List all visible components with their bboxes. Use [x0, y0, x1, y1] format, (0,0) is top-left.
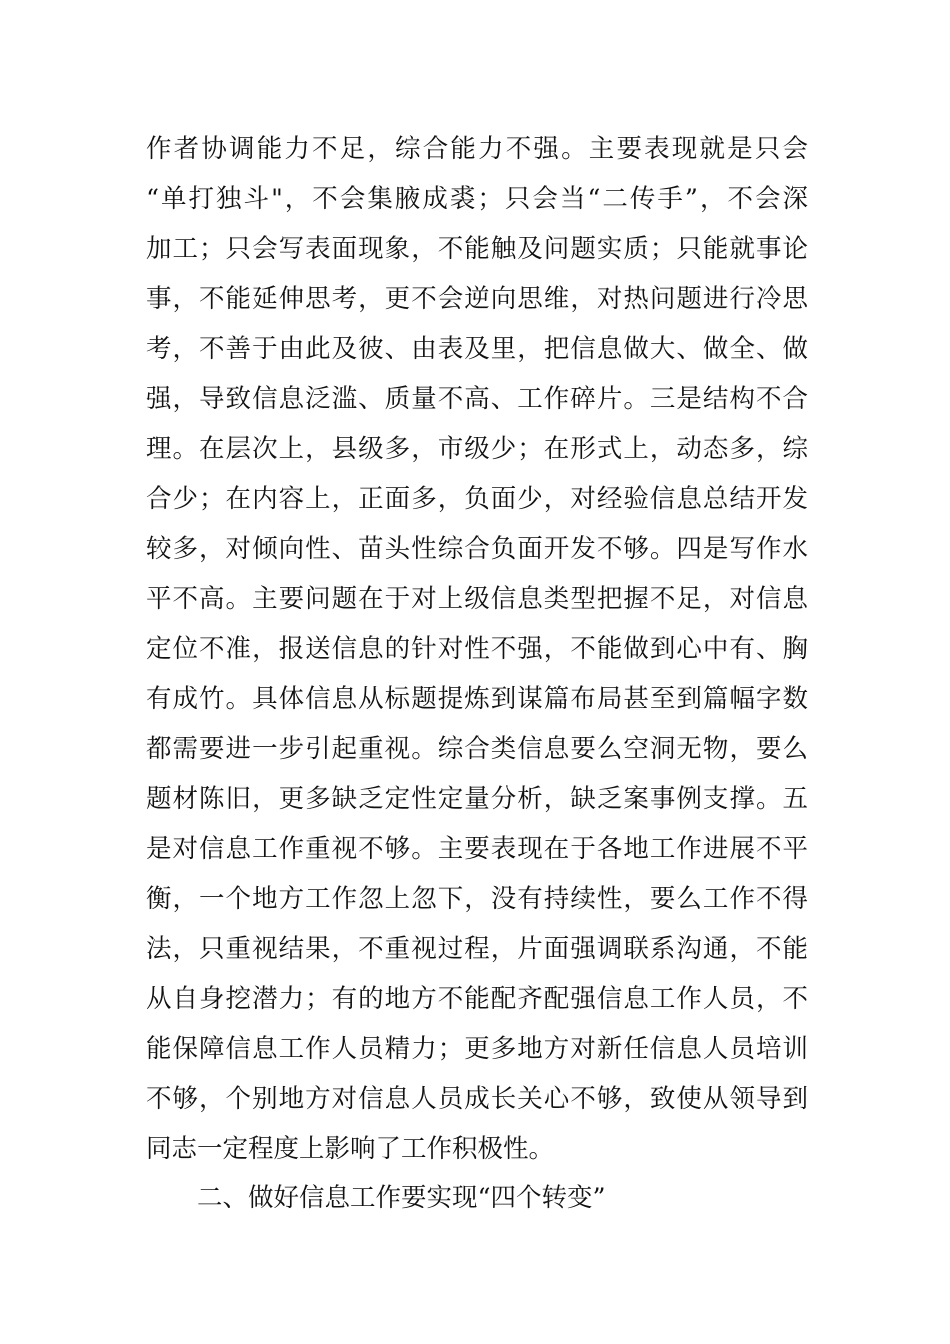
paragraph-line: 有成竹。具体信息从标题提炼到谋篇布局甚至到篇幅字数: [146, 684, 808, 714]
section-heading: 二、做好信息工作要实现“四个转变”: [197, 1183, 606, 1213]
paragraph-line: 从自身挖潜力；有的地方不能配齐配强信息工作人员，不: [146, 984, 808, 1014]
paragraph-line: 是对信息工作重视不够。主要表现在于各地工作进展不平: [146, 834, 808, 864]
paragraph-line: 题材陈旧，更多缺乏定性定量分析，缺乏案事例支撑。五: [146, 784, 808, 814]
paragraph-line: 较多，对倾向性、苗头性综合负面开发不够。四是写作水: [146, 534, 808, 564]
paragraph-line: 能保障信息工作人员精力；更多地方对新任信息人员培训: [146, 1034, 808, 1064]
paragraph-line: 作者协调能力不足，综合能力不强。主要表现就是只会: [146, 134, 808, 164]
paragraph-line: 理。在层次上，县级多，市级少；在形式上，动态多，综: [146, 434, 808, 464]
paragraph-line-last: 同志一定程度上影响了工作积极性。: [146, 1134, 555, 1164]
paragraph-line: 强，导致信息泛滥、质量不高、工作碎片。三是结构不合: [146, 384, 808, 414]
paragraph-line: 考，不善于由此及彼、由表及里，把信息做大、做全、做: [146, 334, 808, 364]
paragraph-line: 平不高。主要问题在于对上级信息类型把握不足，对信息: [146, 584, 808, 614]
paragraph-line: 事，不能延伸思考，更不会逆向思维，对热问题进行冷思: [146, 284, 808, 314]
paragraph-line: 法，只重视结果，不重视过程，片面强调联系沟通，不能: [146, 934, 808, 964]
paragraph-line: 合少；在内容上，正面多，负面少，对经验信息总结开发: [146, 484, 808, 514]
paragraph-line: 加工；只会写表面现象，不能触及问题实质；只能就事论: [146, 234, 808, 264]
paragraph-line: 都需要进一步引起重视。综合类信息要么空洞无物，要么: [146, 734, 808, 764]
paragraph-line: 衡，一个地方工作忽上忽下，没有持续性，要么工作不得: [146, 884, 808, 914]
paragraph-line: “单打独斗"，不会集腋成裘；只会当“二传手”，不会深: [146, 184, 808, 214]
paragraph-line: 定位不准，报送信息的针对性不强，不能做到心中有、胸: [146, 634, 808, 664]
paragraph-line: 不够，个别地方对信息人员成长关心不够，致使从领导到: [146, 1084, 808, 1114]
body-paragraph: [146, 124, 808, 1174]
